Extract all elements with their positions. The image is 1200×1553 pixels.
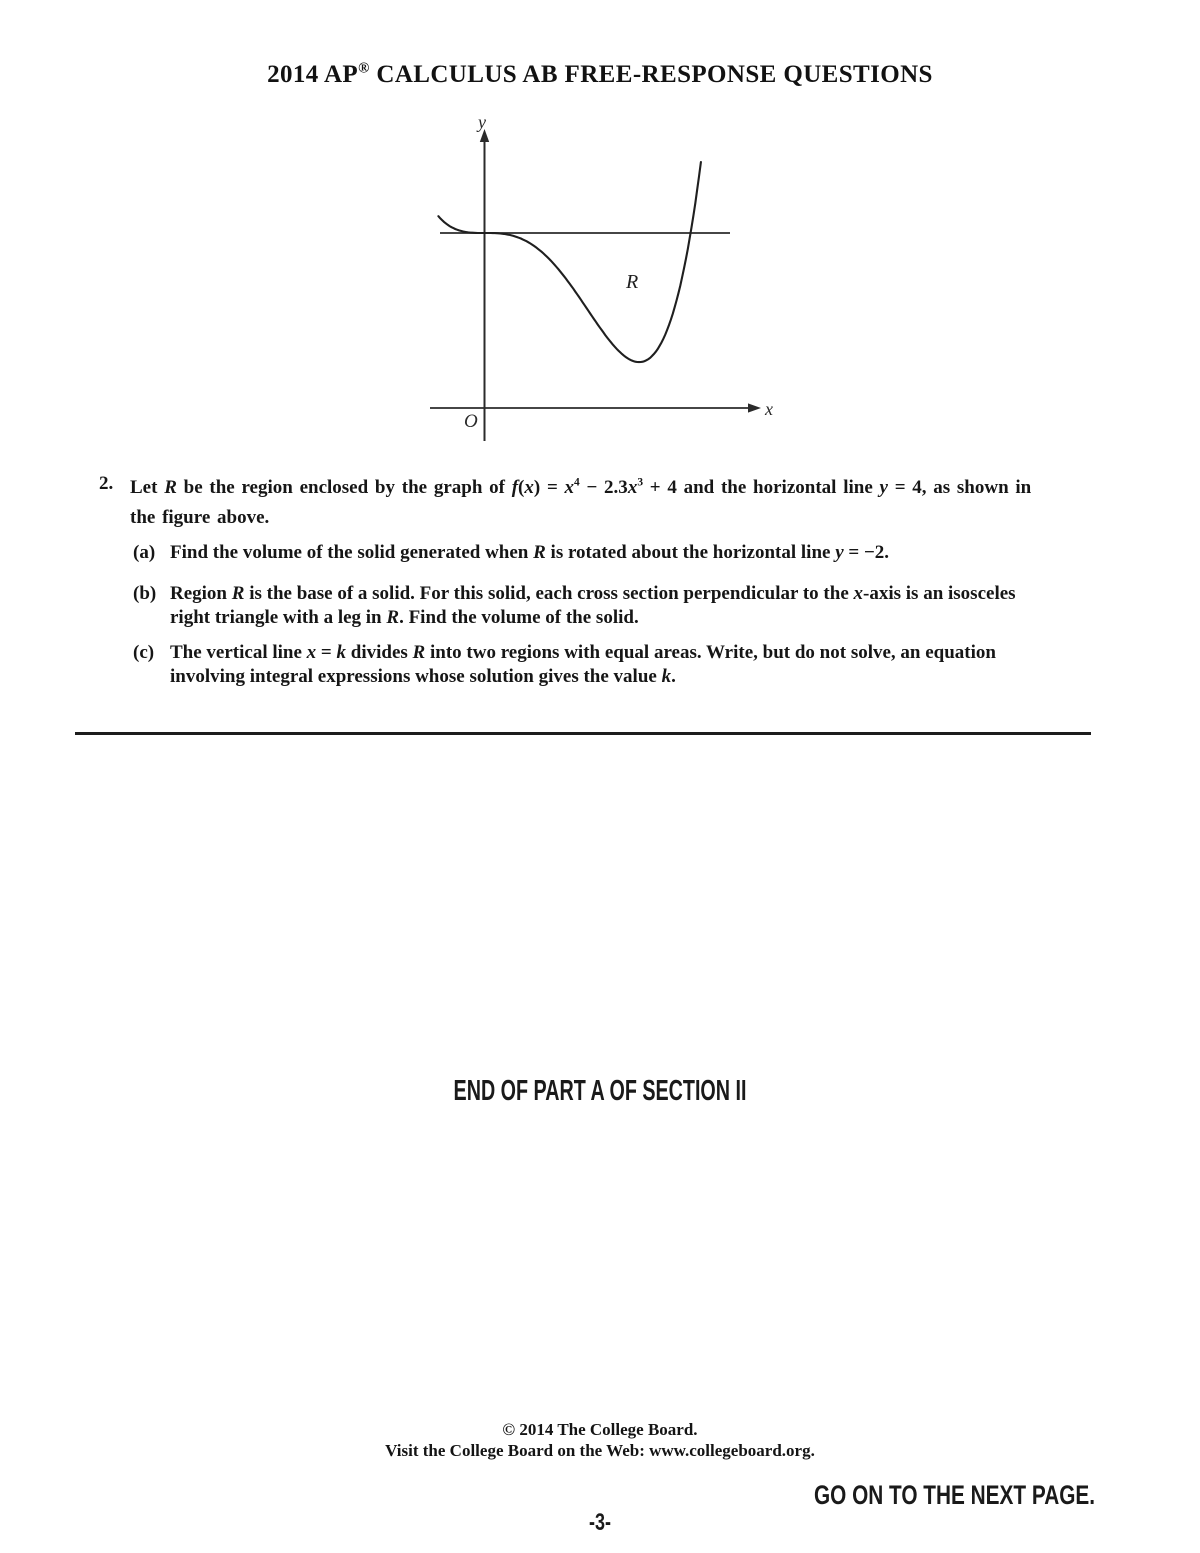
part-b-line-2: right triangle with a leg in R. Find the volume of the solid.: [170, 607, 639, 628]
part-b-label: (b): [133, 583, 157, 604]
part-a-text: [170, 541, 1108, 565]
part-b-line-1: Region R is the base of a solid. For this solid, each cross section perpendicular to the x-axis is an isosceles: [170, 583, 1016, 604]
x-axis-label: x: [765, 399, 773, 419]
footer-web-line: Visit the College Board on the Web: www.collegeboard.org.: [385, 1441, 815, 1460]
part-a-line-1: Find the volume of the solid generated when R is rotated about the horizontal line y = −2.: [170, 542, 890, 563]
go-on-notice: GO ON TO THE NEXT PAGE.: [813, 1480, 1095, 1510]
region-label: R: [626, 271, 639, 293]
section-divider: [75, 732, 1091, 735]
part-b-text: [170, 582, 1108, 630]
part-c-label: (c): [133, 642, 155, 663]
footer: [0, 1419, 1200, 1461]
y-axis-label: y: [478, 112, 486, 132]
part-c-text: [170, 641, 1108, 689]
page-number: -3-: [588, 1509, 612, 1536]
question-number: 2.: [99, 473, 114, 494]
question-part-b: [133, 582, 1108, 630]
origin-label: O: [464, 411, 478, 432]
part-c-line-1: The vertical line x = k divides R into two regions with equal areas. Write, but do not solve, an equation: [170, 642, 996, 663]
end-of-part-notice: END OF PART A OF SECTION II: [453, 1075, 747, 1107]
part-c-line-2: involving integral expressions whose solution gives the value k.: [170, 666, 676, 687]
intro-line-1: Let R be the region enclosed by the graph of $f(x) = x^4 - 2.3x^3 + 4$ and the horizontal line y = 4, as shown in: [130, 476, 1032, 498]
question-intro: [130, 473, 1115, 533]
curve-path: [438, 162, 701, 362]
question-part-c: [133, 641, 1108, 689]
x-axis-arrow: [748, 403, 761, 412]
footer-copyright: © 2014 The College Board.: [502, 1420, 698, 1439]
part-a-label: (a): [133, 542, 156, 563]
figure-graph: [420, 100, 780, 450]
intro-line-2: the figure above.: [130, 507, 270, 528]
question-part-a: [133, 541, 1108, 565]
page-title: 2014 AP® CALCULUS AB FREE-RESPONSE QUESTIONS: [267, 60, 933, 88]
